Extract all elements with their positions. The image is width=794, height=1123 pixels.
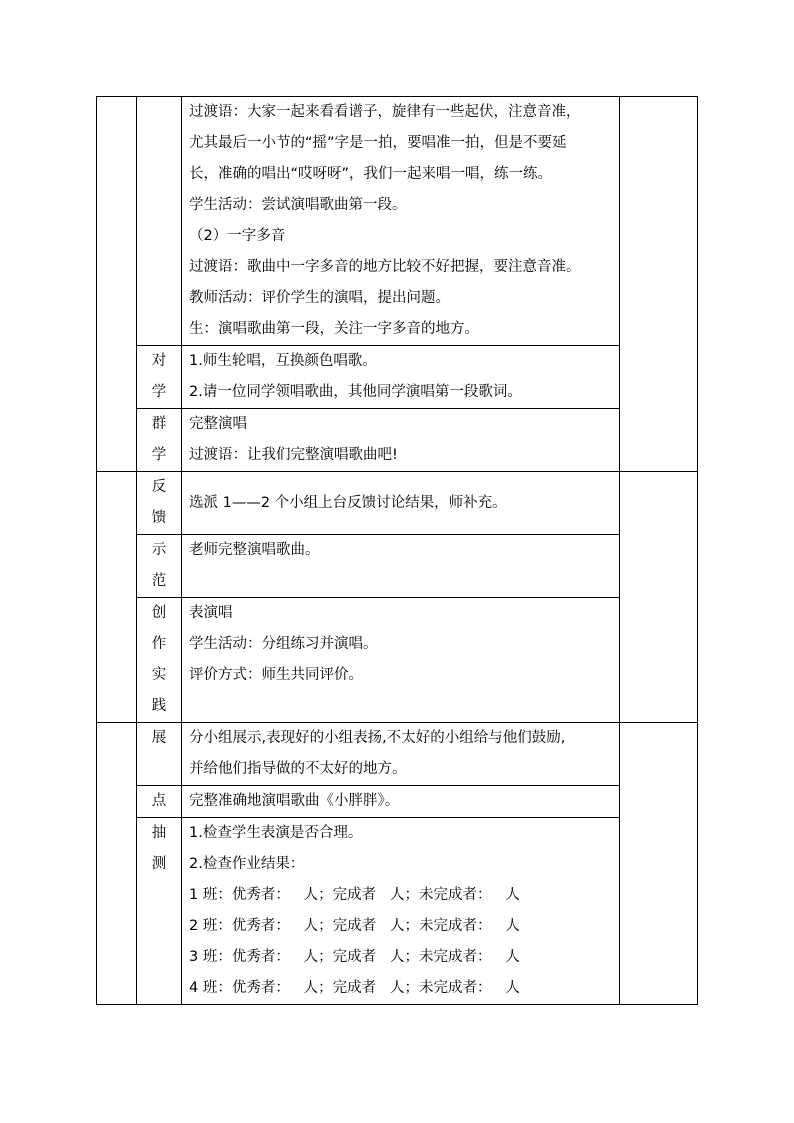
class-result-line: 4 班：优秀者： 人；完成者 人；未完成者： 人 — [189, 980, 520, 996]
content-line: 评价方式：师生共同评价。 — [189, 667, 363, 683]
table-row — [97, 472, 698, 535]
step-label-fankui: 反 馈 — [137, 472, 182, 535]
notes-cell — [620, 97, 698, 472]
content-line: 教师活动：评价学生的演唱，提出问题。 — [189, 290, 450, 306]
table-row — [97, 818, 698, 1005]
table-row — [97, 346, 698, 409]
stage-cell — [97, 472, 137, 723]
content-line: 并给他们指导做的不太好的地方。 — [189, 761, 407, 777]
step-label-duixue: 对 学 — [137, 346, 182, 409]
content-cell — [182, 409, 620, 472]
content-cell — [182, 535, 620, 598]
notes-cell — [620, 472, 698, 723]
content-line: 尤其最后一小节的“摇”字是一拍，要唱准一拍，但是不要延 — [189, 135, 567, 151]
content-line: 1.师生轮唱，互换颜色唱歌。 — [189, 353, 377, 369]
content-cell — [182, 818, 620, 1005]
content-line: 学生活动：分组练习并演唱。 — [189, 636, 378, 652]
content-cell — [182, 598, 620, 723]
content-cell — [182, 786, 620, 818]
step-label-shifan: 示 范 — [137, 535, 182, 598]
class-result-line: 1 班：优秀者： 人；完成者 人；未完成者： 人 — [189, 887, 520, 903]
table-row — [97, 535, 698, 598]
class-result-line: 2 班：优秀者： 人；完成者 人；未完成者： 人 — [189, 918, 520, 934]
stage-cell — [97, 97, 137, 472]
stage-cell — [97, 723, 137, 1005]
step-label-chuangzuo: 创 作 实 践 — [137, 598, 182, 723]
content-cell — [182, 97, 620, 346]
content-line: 过渡语：大家一起来看看谱子，旋律有一些起伏，注意音准， — [189, 104, 581, 120]
table-row — [97, 409, 698, 472]
content-line: 过渡语：歌曲中一字多音的地方比较不好把握，要注意音准。 — [189, 259, 581, 275]
content-line: （2）一字多音 — [189, 228, 286, 244]
content-line: 完整准确地演唱歌曲《小胖胖》。 — [189, 793, 400, 809]
step-label-dian: 点 — [137, 786, 182, 818]
content-line: 学生活动：尝试演唱歌曲第一段。 — [189, 197, 407, 213]
content-line: 分小组展示,表现好的小组表扬,不太好的小组给与他们鼓励, — [189, 730, 566, 746]
table-row — [97, 97, 698, 346]
content-cell — [182, 346, 620, 409]
content-cell — [182, 472, 620, 535]
content-line: 选派 1——2 个小组上台反馈讨论结果，师补充。 — [189, 494, 507, 511]
content-line: 1.检查学生表演是否合理。 — [189, 825, 363, 841]
class-result-line: 3 班：优秀者： 人；完成者 人；未完成者： 人 — [189, 949, 520, 965]
content-line: 2.请一位同学领唱歌曲，其他同学演唱第一段歌词。 — [189, 384, 522, 400]
content-line: 过渡语：让我们完整演唱歌曲吧! — [189, 447, 398, 463]
content-line: 长，准确的唱出“哎呀呀”，我们一起来唱一唱，练一练。 — [189, 166, 553, 182]
table-row — [97, 598, 698, 723]
step-label-chouce: 抽 测 — [137, 818, 182, 1005]
notes-cell — [620, 723, 698, 1005]
step-cell — [137, 97, 182, 346]
lesson-plan-table — [96, 96, 698, 1005]
content-line: 表演唱 — [189, 605, 233, 621]
content-line: 完整演唱 — [189, 416, 247, 432]
content-cell — [182, 723, 620, 786]
table-row — [97, 723, 698, 786]
table-row — [97, 786, 698, 818]
content-line: 老师完整演唱歌曲。 — [189, 542, 320, 558]
step-label-zhan: 展 — [137, 723, 182, 786]
step-label-qunxue: 群 学 — [137, 409, 182, 472]
content-line: 2.检查作业结果： — [189, 856, 305, 872]
content-line: 生：演唱歌曲第一段，关注一字多音的地方。 — [189, 321, 479, 337]
